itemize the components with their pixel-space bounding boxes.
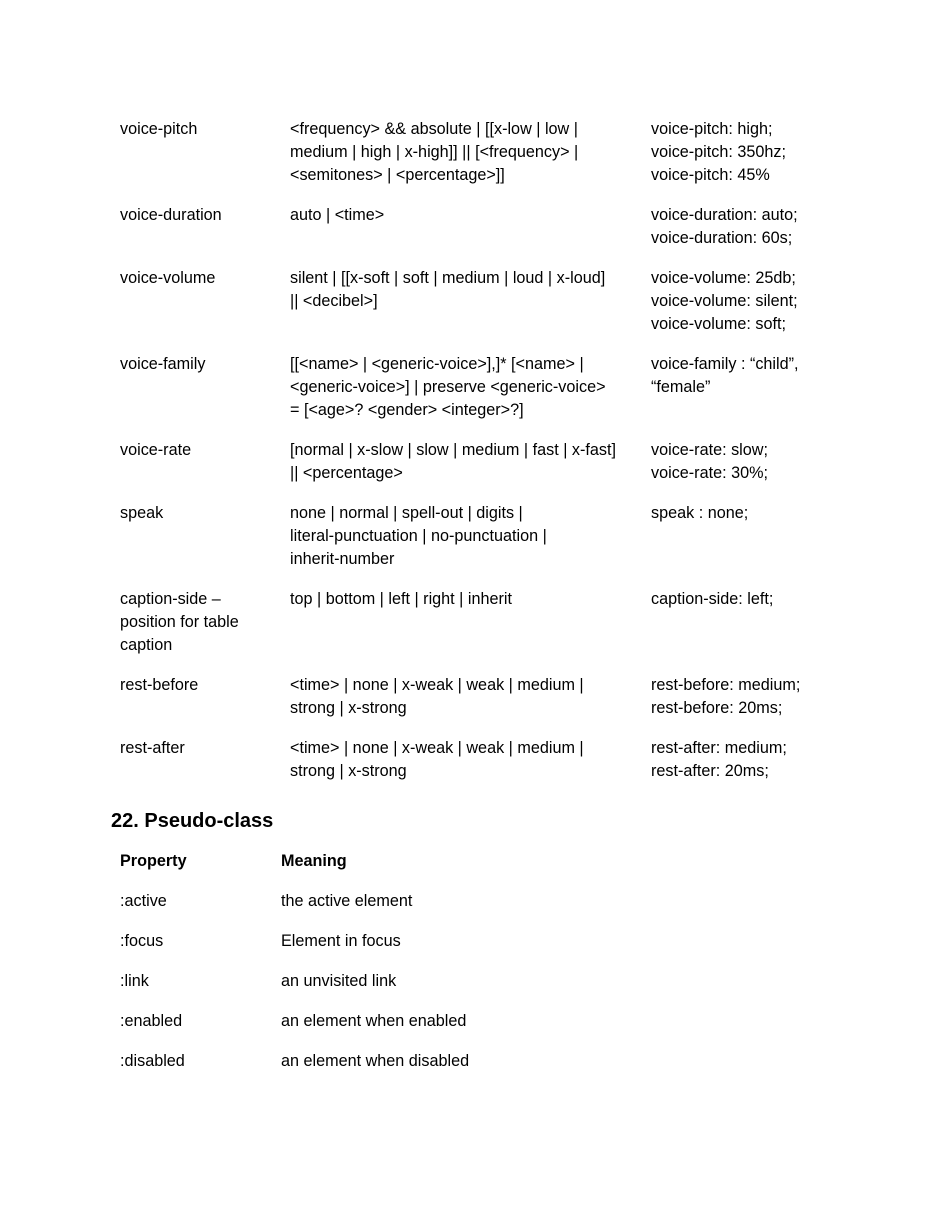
- table-header-row: [120, 850, 620, 890]
- example-cell: rest-before: medium; rest-before: 20ms;: [651, 676, 801, 717]
- values-cell: silent | [[x-soft | soft | medium | loud | x-loud] || <decibel>]: [290, 269, 606, 310]
- pseudo-class-name: :disabled: [120, 1052, 185, 1070]
- values-cell: <time> | none | x-weak | weak | medium | strong | x-strong: [290, 739, 584, 780]
- table-row: [120, 502, 840, 588]
- table-row: [120, 890, 620, 930]
- property-cell: speak: [120, 504, 164, 522]
- example-cell: voice-volume: 25db; voice-volume: silent; voice-volume: soft;: [651, 269, 798, 333]
- speech-properties-table: [120, 118, 840, 800]
- table-row: [120, 1050, 620, 1090]
- table-row: [120, 1010, 620, 1050]
- values-cell: [[<name> | <generic-voice>],]* [<name> | <generic-voice>] | preserve <generic-voice> = [<age>? <gender> <integer>?]: [290, 355, 606, 419]
- header-property: Property: [120, 852, 187, 870]
- table-row: [120, 737, 840, 800]
- values-cell: none | normal | spell-out | digits | literal-punctuation | no-punctuation | inherit-number: [290, 504, 547, 568]
- pseudo-class-meaning: an element when enabled: [281, 1012, 467, 1030]
- table-row: [120, 267, 840, 353]
- section-heading: 22. Pseudo-class: [111, 810, 274, 832]
- example-cell: voice-rate: slow; voice-rate: 30%;: [651, 441, 768, 482]
- pseudo-class-name: :enabled: [120, 1012, 183, 1030]
- pseudo-class-table: [120, 850, 620, 1090]
- values-cell: auto | <time>: [290, 206, 385, 224]
- example-cell: voice-pitch: high; voice-pitch: 350hz; voice-pitch: 45%: [651, 120, 786, 184]
- pseudo-class-meaning: an unvisited link: [281, 972, 397, 990]
- table-row: [120, 588, 840, 674]
- property-cell: rest-before: [120, 676, 199, 694]
- values-cell: <time> | none | x-weak | weak | medium | strong | x-strong: [290, 676, 584, 717]
- pseudo-class-name: :focus: [120, 932, 164, 950]
- header-meaning: Meaning: [281, 852, 347, 870]
- property-cell: caption-side – position for table caption: [120, 590, 239, 654]
- property-cell: voice-rate: [120, 441, 192, 459]
- table-row: [120, 970, 620, 1010]
- table-row: [120, 439, 840, 502]
- values-cell: top | bottom | left | right | inherit: [290, 590, 512, 608]
- table-row: [120, 204, 840, 267]
- pseudo-class-meaning: an element when disabled: [281, 1052, 470, 1070]
- table-row: [120, 118, 840, 204]
- property-cell: voice-duration: [120, 206, 222, 224]
- example-cell: voice-family : “child”, “female”: [651, 355, 799, 396]
- table-row: [120, 930, 620, 970]
- example-cell: voice-duration: auto; voice-duration: 60s;: [651, 206, 798, 247]
- pseudo-class-name: :link: [120, 972, 149, 990]
- values-cell: [normal | x-slow | slow | medium | fast | x-fast] || <percentage>: [290, 441, 616, 482]
- example-cell: rest-after: medium; rest-after: 20ms;: [651, 739, 787, 780]
- table-row: [120, 674, 840, 737]
- example-cell: caption-side: left;: [651, 590, 774, 608]
- pseudo-class-name: :active: [120, 892, 167, 910]
- property-cell: voice-volume: [120, 269, 216, 287]
- example-cell: speak : none;: [651, 504, 749, 522]
- property-cell: voice-family: [120, 355, 206, 373]
- table-row: [120, 353, 840, 439]
- property-cell: rest-after: [120, 739, 185, 757]
- property-cell: voice-pitch: [120, 120, 198, 138]
- pseudo-class-meaning: Element in focus: [281, 932, 401, 950]
- pseudo-class-meaning: the active element: [281, 892, 413, 910]
- values-cell: <frequency> && absolute | [[x-low | low | medium | high | x-high]] || [<frequency> | <semitones> | <percentage>]]: [290, 120, 579, 184]
